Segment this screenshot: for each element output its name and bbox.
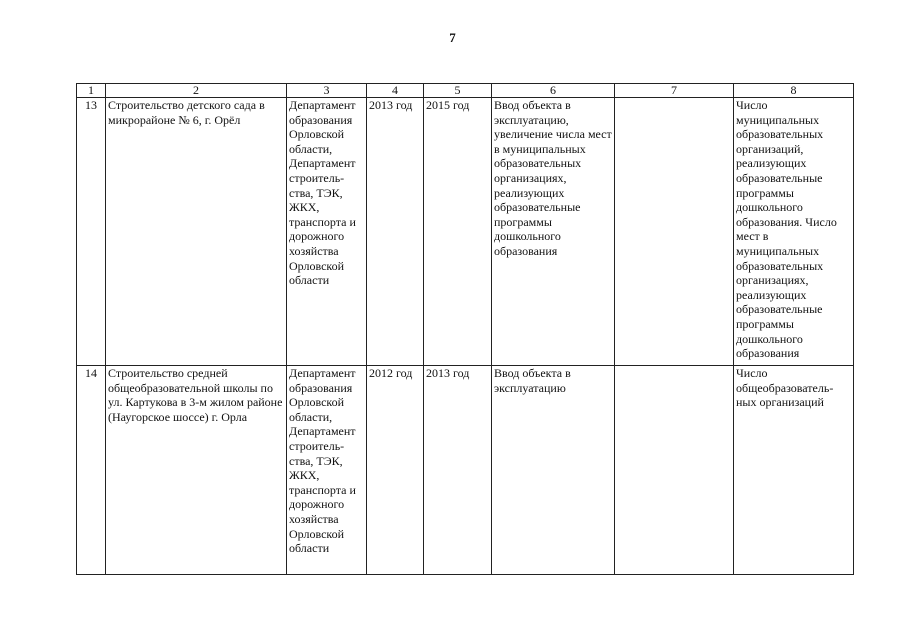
indicator: Число общеобразователь-ных организаций [734,366,854,575]
header-row [77,84,854,98]
program-table [76,83,854,575]
col-7-cell [615,98,734,366]
expected-result: Ввод объекта в эксплуатацию, увеличение числа мест в муниципальных образовательных организациях, реализующих образовательные программы дошкольного образования [492,98,615,366]
start-year: 2013 год [367,98,424,366]
executor: Департамент образования Орловской области, Департамент строитель-ства, ТЭК, ЖКХ, транспорта и дорожного хозяйства Орловской области [287,98,367,366]
end-year: 2015 год [424,98,492,366]
table-row [77,366,854,575]
indicator: Число муниципальных образовательных организаций, реализующих образовательные программы дошкольного образования. Число мест в муниципальных образовательных организациях, реализующих образовательные программы дошкольного образования [734,98,854,366]
page-number: 7 [449,30,456,45]
expected-result: Ввод объекта в эксплуатацию [492,366,615,575]
header-col-2: 2 [106,84,287,98]
header-col-1: 1 [77,84,106,98]
header-col-8: 8 [734,84,854,98]
row-number: 13 [77,98,106,366]
project-name: Строительство средней общеобразовательной школы по ул. Картукова в 3-м жилом районе (Наугорское шоссе) г. Орла [106,366,287,575]
row-number: 14 [77,366,106,575]
header-col-3: 3 [287,84,367,98]
header-col-5: 5 [424,84,492,98]
end-year: 2013 год [424,366,492,575]
start-year: 2012 год [367,366,424,575]
col-7-cell [615,366,734,575]
project-name: Строительство детского сада в микрорайоне № 6, г. Орёл [106,98,287,366]
header-col-7: 7 [615,84,734,98]
executor: Департамент образования Орловской области, Департамент строитель-ства, ТЭК, ЖКХ, транспорта и дорожного хозяйства Орловской области [287,366,367,575]
table-row [77,98,854,366]
header-col-6: 6 [492,84,615,98]
header-col-4: 4 [367,84,424,98]
